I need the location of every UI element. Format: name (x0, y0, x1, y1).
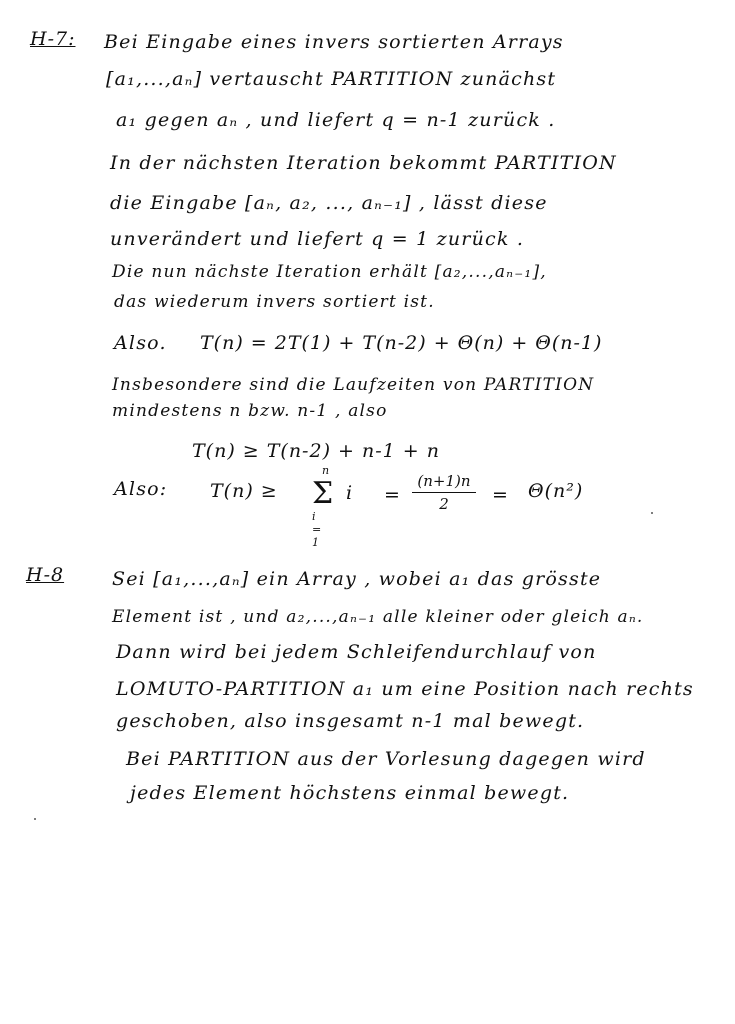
h8-line-6: Bei PARTITION aus der Vorlesung dagegen wird (126, 748, 646, 770)
h7-line-9: Insbesondere sind die Laufzeiten von PARTITION (112, 375, 595, 395)
h7-final-rhs: Θ(n²) (528, 480, 584, 502)
h7-line-7: Die nun nächste Iteration erhält [a₂,...,aₙ₋₁], (112, 262, 547, 282)
h7-line-3: a₁ gegen aₙ , und liefert q = n-1 zurück . (116, 109, 556, 131)
h8-label: H-8 (26, 564, 65, 586)
h8-line-2: Element ist , und a₂,...,aₙ₋₁ alle kleiner oder gleich aₙ. (112, 607, 644, 627)
h7-also-2: Also: (114, 478, 168, 500)
equals-2: = (492, 484, 509, 506)
fraction-denominator: 2 (439, 495, 449, 513)
h8-line-3: Dann wird bei jedem Schleifendurchlauf von (116, 641, 597, 663)
h7-label: H-7: (30, 28, 76, 50)
h7-recurrence: T(n) = 2T(1) + T(n-2) + Θ(n) + Θ(n-1) (200, 332, 603, 354)
fraction (412, 472, 476, 513)
h8-line-7: jedes Element höchstens einmal bewegt. (130, 782, 570, 804)
h7-line-2: [a₁,...,aₙ] vertauscht PARTITION zunächst (106, 68, 557, 90)
h7-line-4: In der nächsten Iteration bekommt PARTITION (110, 152, 617, 174)
h7-line-10: mindestens n bzw. n-1 , also (112, 401, 388, 421)
h7-final-lhs: T(n) ≥ (210, 480, 278, 502)
speck (651, 512, 653, 514)
h8-line-4: LOMUTO-PARTITION a₁ um eine Position nach rechts (116, 678, 694, 700)
h8-line-1: Sei [a₁,...,aₙ] ein Array , wobei a₁ das grösste (112, 568, 602, 590)
fraction-bar (412, 492, 476, 493)
sum-term: i (346, 482, 354, 504)
h7-line-8: das wiederum invers sortiert ist. (114, 292, 435, 312)
h7-line-1: Bei Eingabe eines invers sortierten Arrays (104, 31, 564, 53)
sigma-symbol: Σ (312, 476, 334, 511)
h7-line-6: unverändert und liefert q = 1 zurück . (110, 228, 525, 250)
h7-inequality: T(n) ≥ T(n-2) + n-1 + n (192, 440, 440, 462)
sum-upper-limit: n (322, 464, 330, 477)
h7-also-1: Also. (114, 332, 167, 354)
h7-line-5: die Eingabe [aₙ, a₂, ..., aₙ₋₁] , lässt diese (110, 192, 548, 214)
sum-lower-limit: i = 1 (312, 510, 322, 549)
fraction-numerator: (n+1)n (417, 472, 471, 490)
equals-1: = (384, 484, 401, 506)
h8-line-5: geschoben, also insgesamt n-1 mal bewegt. (116, 710, 585, 732)
speck (34, 818, 36, 820)
